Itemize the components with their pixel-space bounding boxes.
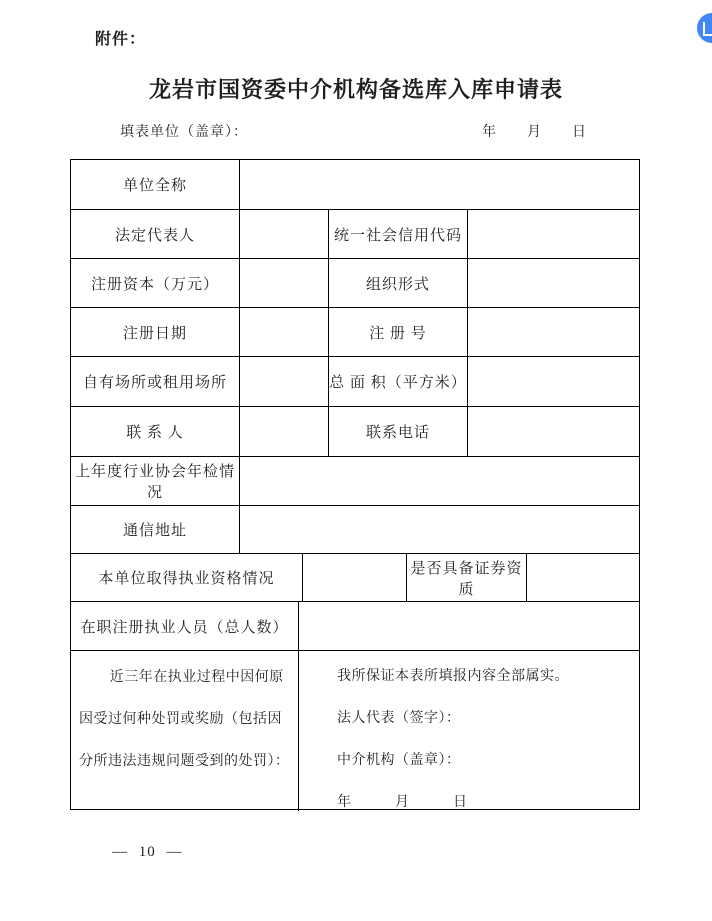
- label-qualification: 本单位取得执业资格情况: [71, 554, 303, 601]
- page-title: 龙岩市国资委中介机构备选库入库申请表: [148, 77, 563, 102]
- table-row-qualification: [71, 554, 639, 602]
- label-penalty-question[interactable]: 近三年在执业过程中因何原因受过何种处罚或奖励（包括因分所违法违规问题受到的处罚）：: [71, 651, 299, 811]
- table-row-penalty-declaration: [71, 651, 639, 811]
- table-row-premises: [71, 357, 639, 407]
- label-total-area: 总 面 积（平方米）: [329, 357, 468, 406]
- fill-unit-label: 填表单位（盖章）：: [120, 125, 248, 140]
- header-date-label: 年 月 日: [482, 125, 587, 140]
- table-row-staff-count: [71, 602, 639, 651]
- label-credit-code: 统一社会信用代码: [329, 210, 468, 258]
- input-securities[interactable]: [527, 554, 639, 601]
- input-contact-phone[interactable]: [468, 407, 639, 456]
- input-address[interactable]: [240, 506, 639, 553]
- label-org-form: 组织形式: [329, 259, 468, 307]
- input-unit-name[interactable]: [240, 160, 639, 209]
- page-number: — 10 —: [112, 844, 183, 860]
- declaration-cell[interactable]: [299, 651, 639, 811]
- table-row-annual-check: [71, 457, 639, 506]
- input-annual-check[interactable]: [240, 457, 639, 505]
- label-legal-rep: 法定代表人: [71, 210, 240, 258]
- label-contact-phone: 联系电话: [329, 407, 468, 456]
- input-total-area[interactable]: [468, 357, 639, 406]
- table-row-unit-name: [71, 160, 639, 210]
- floating-button-icon: [703, 22, 712, 36]
- label-reg-date: 注册日期: [71, 308, 240, 356]
- table-row-contact: [71, 407, 639, 457]
- label-reg-capital: 注册资本（万元）: [71, 259, 240, 307]
- label-premises: 自有场所或租用场所: [71, 357, 240, 406]
- input-qualification[interactable]: [303, 554, 407, 601]
- input-credit-code[interactable]: [468, 210, 639, 258]
- input-reg-no[interactable]: [468, 308, 639, 356]
- label-reg-no: 注 册 号: [329, 308, 468, 356]
- declaration-date-line: 年 月 日: [337, 795, 468, 810]
- input-contact[interactable]: [240, 407, 329, 456]
- label-contact: 联 系 人: [71, 407, 240, 456]
- input-legal-rep[interactable]: [240, 210, 329, 258]
- label-address: 通信地址: [71, 506, 240, 553]
- label-unit-name: 单位全称: [71, 160, 240, 209]
- label-securities: 是否具备证券资质: [407, 554, 527, 601]
- application-table: [70, 159, 640, 810]
- input-reg-capital[interactable]: [240, 259, 329, 307]
- declaration-seal-line: 中介机构（盖章）：: [337, 753, 461, 768]
- floating-action-button[interactable]: [697, 13, 712, 43]
- input-org-form[interactable]: [468, 259, 639, 307]
- table-row-address: [71, 506, 639, 554]
- label-annual-check: 上年度行业协会年检情况: [71, 457, 240, 505]
- input-reg-date[interactable]: [240, 308, 329, 356]
- table-row-reg-capital: [71, 259, 639, 308]
- input-staff-count[interactable]: [299, 602, 639, 650]
- form-header: [120, 121, 587, 141]
- attachment-label: 附件：: [95, 31, 147, 48]
- declaration-pledge: 我所保证本表所填报内容全部属实。: [337, 669, 569, 684]
- table-row-reg-date: [71, 308, 639, 357]
- label-staff-count: 在职注册执业人员（总人数）: [71, 602, 299, 650]
- declaration-sign-line: 法人代表（签字）：: [337, 711, 461, 726]
- input-premises[interactable]: [240, 357, 329, 406]
- table-row-legal-rep: [71, 210, 639, 259]
